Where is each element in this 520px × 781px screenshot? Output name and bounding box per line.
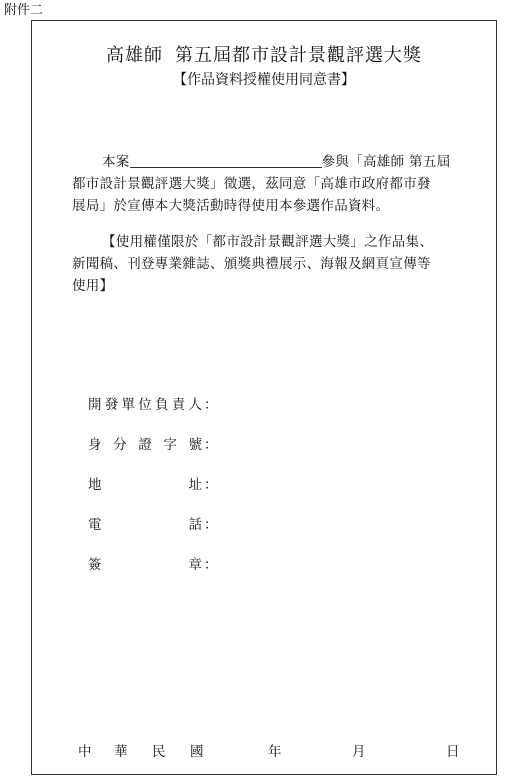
title-part-award: 第五屆都市設計景觀評選大獎 — [175, 45, 422, 66]
label-char: 人 — [188, 397, 202, 413]
label-char: 字 — [163, 437, 177, 453]
label-char: 話 — [188, 517, 202, 533]
date-month-label: 月 — [352, 744, 366, 760]
field-address[interactable] — [88, 473, 218, 493]
label-char: 身 — [88, 437, 102, 453]
label-char: 號 — [188, 437, 202, 453]
field-responsible-person[interactable] — [88, 393, 218, 413]
field-id-number[interactable] — [88, 433, 218, 453]
usage-line-1 — [72, 231, 472, 253]
field-label — [88, 553, 202, 573]
document-frame — [31, 20, 497, 775]
consent-line-1-start: 本案 — [102, 154, 130, 170]
field-colon: ： — [204, 557, 218, 573]
field-phone[interactable] — [88, 513, 218, 533]
label-char: 簽 — [88, 557, 102, 573]
field-label — [88, 433, 202, 453]
signatory-fields — [88, 393, 218, 593]
consent-line-3: 展局」於宣傳本大獎活動時得使用本參選作品資料。 — [72, 198, 390, 214]
label-char: 章 — [188, 557, 202, 573]
consent-line-2: 都市設計景觀評選大獎」徵選，茲同意「高雄市政府都市發 — [72, 176, 431, 192]
usage-line-3: 使用】 — [72, 278, 114, 294]
field-colon: ： — [204, 437, 218, 453]
project-name-blank[interactable] — [130, 153, 322, 168]
usage-line-2: 新聞稿、刊登專業雜誌、頒獎典禮展示、海報及網頁宣傳等 — [72, 256, 431, 272]
field-label — [88, 393, 202, 413]
label-char: 責 — [171, 397, 186, 413]
date-char-zhong: 中 — [78, 744, 92, 760]
date-char-min: 民 — [152, 744, 166, 760]
date-row — [78, 740, 462, 760]
title-part-organizer: 高雄師 — [106, 45, 163, 66]
field-label — [88, 473, 202, 493]
document-subtitle: 【作品資料授權使用同意書】 — [173, 72, 355, 88]
label-char: 負 — [155, 397, 169, 413]
field-label — [88, 513, 202, 533]
label-char: 地 — [88, 477, 102, 493]
label-char: 分 — [113, 437, 127, 453]
date-day-label: 日 — [446, 744, 460, 760]
field-colon: ： — [204, 517, 218, 533]
date-char-guo: 國 — [190, 744, 204, 760]
consent-line-1 — [72, 151, 472, 173]
consent-line-1-end: 參與「高雄師 第五屆 — [321, 154, 451, 170]
attachment-label: 附件二 — [4, 3, 44, 18]
field-signature[interactable] — [88, 553, 218, 573]
usage-scope-paragraph — [72, 231, 472, 297]
consent-paragraph — [72, 151, 472, 217]
label-char: 電 — [88, 517, 102, 533]
label-char: 位 — [138, 397, 152, 413]
label-char: 址 — [188, 477, 202, 493]
label-char: 開 — [88, 397, 102, 413]
date-year-label: 年 — [268, 744, 282, 760]
usage-line-1-text: 【使用權僅限於「都市設計景觀評選大獎」之作品集、 — [102, 234, 434, 250]
date-char-hua: 華 — [114, 744, 128, 760]
label-char: 單 — [121, 397, 135, 413]
field-colon: ： — [204, 397, 218, 413]
document-title — [32, 45, 496, 67]
field-colon: ： — [204, 477, 218, 493]
label-char: 證 — [138, 437, 152, 453]
label-char: 發 — [104, 397, 119, 413]
